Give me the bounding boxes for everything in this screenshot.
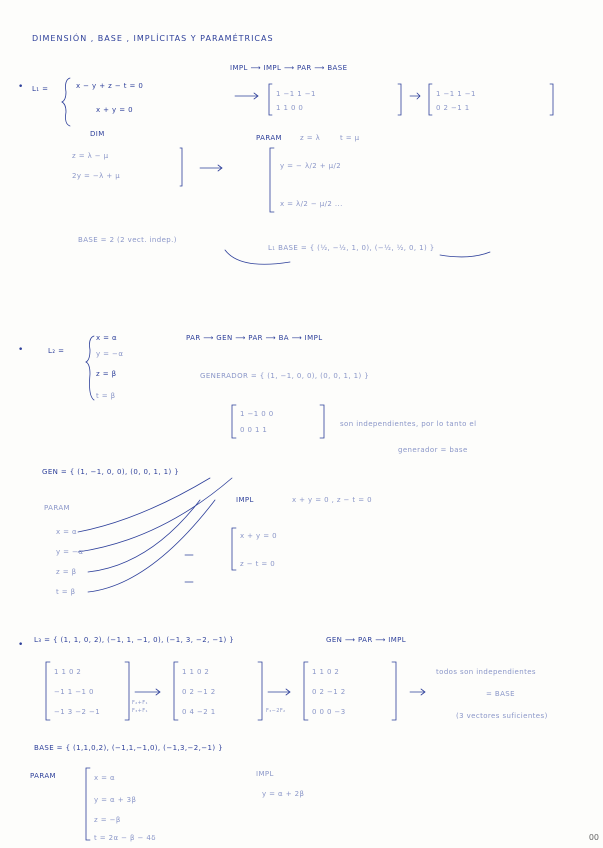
s2-label: L₂ = (48, 347, 65, 355)
s2-eq-t: t = β (96, 392, 116, 400)
s3-matrix-a-row1: 1 1 0 2 (54, 668, 82, 676)
s2-note-2: generador = base (398, 446, 468, 454)
s2-param-z: z = β (56, 568, 77, 576)
s2-impl-label: IMPL (236, 496, 254, 504)
s2-param-x: x = α (56, 528, 78, 536)
s2-matrix-row2: 0 0 1 1 (240, 426, 268, 434)
s1-base: L₁ BASE = { (½, −½, 1, 0), (−½, ½, 0, 1) } (268, 244, 435, 252)
s3-ops-2: F₃+F₁ (132, 708, 148, 714)
page-title: DIMENSIÓN , BASE , IMPLÍCITAS Y PARAMÉTRICAS (32, 34, 274, 43)
s1-dim: DIM (90, 130, 105, 138)
s3-matrix-c-row3: 0 0 0 −3 (312, 708, 346, 716)
s3-matrix-a-row2: −1 1 −1 0 (54, 688, 94, 696)
s3-matrix-c-row2: 0 2 −1 2 (312, 688, 346, 696)
s1-chain: IMPL ⟶ IMPL ⟶ PAR ⟶ BASE (230, 64, 348, 72)
s3-param-y: y = α + 3β (94, 796, 137, 804)
s2-system-2: z − t = 0 (240, 560, 276, 568)
s1-base-note: BASE = 2 (2 vect. indep.) (78, 236, 177, 244)
s2-eq-z: z = β (96, 370, 117, 378)
s2-generator: GENERADOR = { (1, −1, 0, 0), (0, 0, 1, 1) } (200, 372, 370, 380)
bullet: • (18, 640, 24, 650)
s1-label: L₁ = (32, 85, 49, 93)
s1-param-eq-y: y = − λ/2 + μ/2 (280, 162, 342, 170)
s1-cond-1: z = λ − μ (72, 152, 109, 160)
s3-param-x: x = α (94, 774, 116, 782)
s2-eq-x: x = α (96, 334, 118, 342)
s1-matrix-b-row1: 1 −1 1 −1 (436, 90, 476, 98)
s3-note-1: todos son independientes (436, 668, 536, 676)
s2-system-1: x + y = 0 (240, 532, 277, 540)
s3-param-z: z = −β (94, 816, 121, 824)
s2-param-y: y = −α (56, 548, 84, 556)
s2-param-t: t = β (56, 588, 76, 596)
s3-ops-1: F₂+F₁ (132, 700, 148, 706)
s3-matrix-c-row1: 1 1 0 2 (312, 668, 340, 676)
s3-impl-label: IMPL (256, 770, 274, 778)
s2-eq-y: y = −α (96, 350, 124, 358)
s3-chain: GEN ⟶ PAR ⟶ IMPL (326, 636, 407, 644)
s3-param-t: t = 2α − β − 4δ (94, 834, 156, 842)
s1-param-eq-t: t = μ (340, 134, 360, 142)
s3-label: L₃ = { (1, 1, 0, 2), (−1, 1, −1, 0), (−1, 3, −2, −1) } (34, 636, 235, 644)
s1-cond-2: 2y = −λ + μ (72, 172, 121, 180)
s2-param-label: PARAM (44, 504, 70, 512)
s3-matrix-b-row2: 0 2 −1 2 (182, 688, 216, 696)
s3-base: BASE = { (1,1,0,2), (−1,1,−1,0), (−1,3,−2,−1) } (34, 744, 224, 752)
s1-matrix-a-row2: 1 1 0 0 (276, 104, 304, 112)
bullet: • (18, 82, 24, 92)
s3-ops-3: F₃−2F₂ (266, 708, 286, 714)
bullet: • (18, 345, 24, 355)
s1-param-eq-x: x = λ/2 − μ/2 ... (280, 200, 343, 208)
s3-matrix-b-row1: 1 1 0 2 (182, 668, 210, 676)
s2-note-1: son independientes, por lo tanto el (340, 420, 477, 428)
s2-matrix-row1: 1 −1 0 0 (240, 410, 274, 418)
s2-generator-2: GEN = { (1, −1, 0, 0), (0, 0, 1, 1) } (42, 468, 180, 476)
s1-equation-1: x − y + z − t = 0 (76, 82, 144, 90)
s1-param-label: PARAM (256, 134, 282, 142)
s1-equation-2: x + y = 0 (96, 106, 133, 114)
s2-impl-equations: x + y = 0 , z − t = 0 (292, 496, 372, 504)
s3-impl-eq: y = α + 2β (262, 790, 305, 798)
s1-matrix-a-row1: 1 −1 1 −1 (276, 90, 316, 98)
s3-note-3: (3 vectores suficientes) (456, 712, 548, 720)
page-number: 00 (588, 833, 599, 842)
s3-note-2: = BASE (486, 690, 515, 698)
s1-matrix-b-row2: 0 2 −1 1 (436, 104, 470, 112)
s1-param-eq-z: z = λ (300, 134, 321, 142)
s2-chain: PAR ⟶ GEN ⟶ PAR ⟶ BA ⟶ IMPL (186, 334, 323, 342)
s3-matrix-b-row3: 0 4 −2 1 (182, 708, 216, 716)
s3-param-label: PARAM (30, 772, 56, 780)
s3-matrix-a-row3: −1 3 −2 −1 (54, 708, 101, 716)
